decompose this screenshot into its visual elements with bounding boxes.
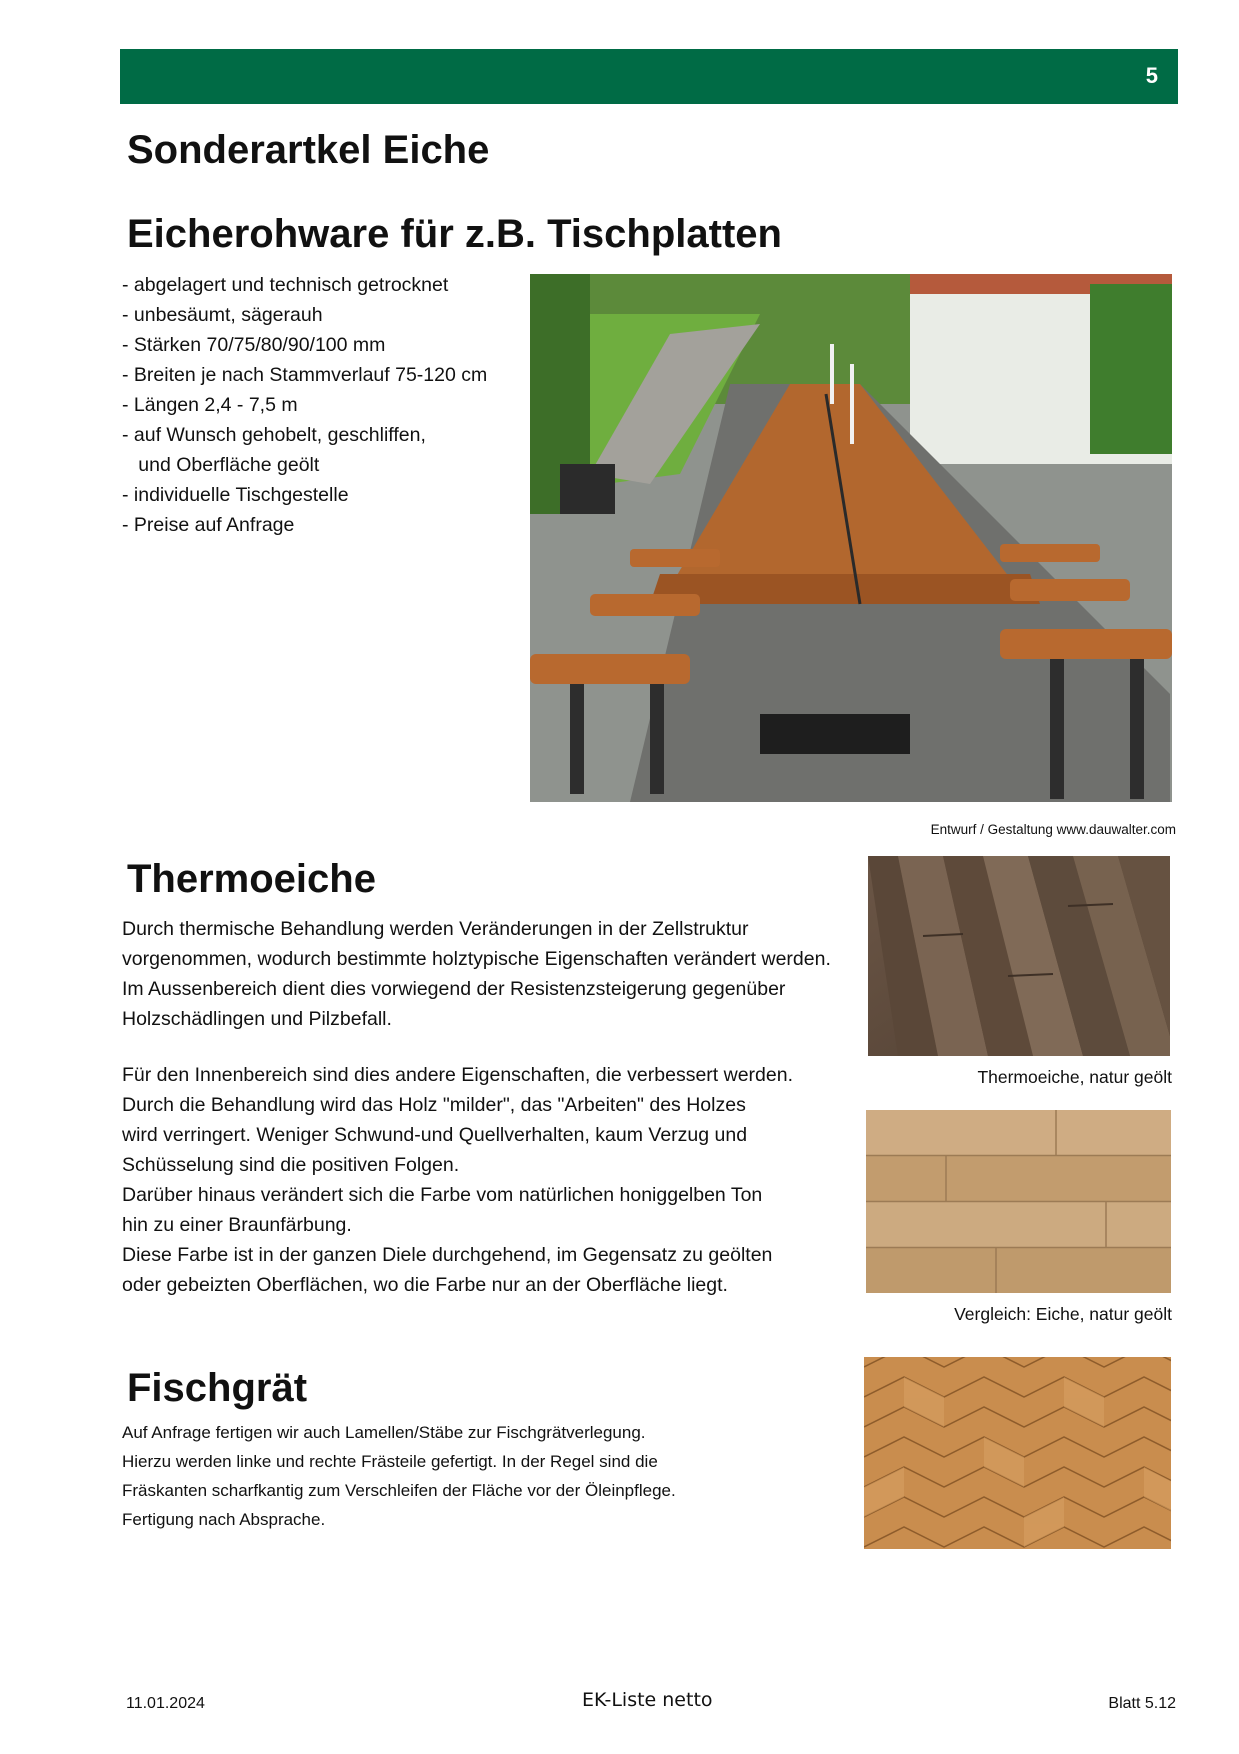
list-item: - Breiten je nach Stammverlauf 75-120 cm <box>122 364 488 386</box>
paragraph-line: Hierzu werden linke und rechte Frästeile gefertigt. In der Regel sind die <box>122 1452 658 1471</box>
paragraph-line: Fräskanten scharfkantig zum Verschleifen der Fläche vor der Öleinpflege. <box>122 1481 676 1500</box>
paragraph-line: Schüsselung sind die positiven Folgen. <box>122 1154 460 1176</box>
caption-thermoeiche: Thermoeiche, natur geölt <box>977 1067 1172 1087</box>
thermoeiche-paragraph-1: Durch thermische Behandlung werden Veränderungen in der Zellstruktur vorgenommen, wodurch bestimmte holztypische Eigenschaften verändert werden. Im Aussenbereich dient dies vorwiegend der Resistenzsteigerung gegenüber Holzschädlingen und Pilzbefall. <box>122 918 831 1030</box>
section-title-rohware: Eicherohware für z.B. Tischplatten <box>127 212 782 256</box>
fischgraet-paragraph <box>122 1418 822 1534</box>
paragraph-line: Diese Farbe ist in der ganzen Diele durchgehend, im Gegensatz zu geölten <box>122 1244 773 1266</box>
footer-sheet-number: Blatt 5.12 <box>1108 1695 1176 1712</box>
list-item: - Preise auf Anfrage <box>122 514 295 536</box>
header-bar <box>120 49 1178 104</box>
paragraph-line: Durch die Behandlung wird das Holz "milder", das "Arbeiten" des Holzes <box>122 1094 746 1116</box>
list-item: - auf Wunsch gehobelt, geschliffen, <box>122 424 426 446</box>
eiche-floor-photo <box>866 1110 1171 1293</box>
section-title-thermoeiche: Thermoeiche <box>127 857 376 901</box>
paragraph-line: Für den Innenbereich sind dies andere Eigenschaften, die verbessert werden. <box>122 1064 793 1086</box>
page-title: Sonderartkel Eiche <box>127 128 490 172</box>
list-item: und Oberfläche geölt <box>122 454 320 476</box>
photo-credit: Entwurf / Gestaltung www.dauwalter.com <box>930 822 1176 837</box>
page-number: 5 <box>1145 63 1158 88</box>
section-title-fischgraet: Fischgrät <box>127 1366 308 1410</box>
table-photo <box>530 274 1172 802</box>
fischgraet-floor-photo <box>864 1357 1171 1549</box>
list-item: - Stärken 70/75/80/90/100 mm <box>122 334 386 356</box>
paragraph-line: hin zu einer Braunfärbung. <box>122 1214 352 1236</box>
paragraph-line: Fertigung nach Absprache. <box>122 1510 326 1529</box>
thermoeiche-paragraph-2 <box>122 1060 852 1300</box>
paragraph-line: Auf Anfrage fertigen wir auch Lamellen/Stäbe zur Fischgrätverlegung. <box>122 1423 646 1442</box>
list-item: - Längen 2,4 - 7,5 m <box>122 394 298 416</box>
paragraph-line: wird verringert. Weniger Schwund-und Quellverhalten, kaum Verzug und <box>122 1124 748 1146</box>
footer-list-name: EK-Liste netto <box>582 1689 713 1711</box>
footer-date: 11.01.2024 <box>126 1695 205 1712</box>
feature-list <box>122 270 487 540</box>
paragraph-line: Darüber hinaus verändert sich die Farbe vom natürlichen honiggelben Ton <box>122 1184 763 1206</box>
list-item: - abgelagert und technisch getrocknet <box>122 274 449 296</box>
caption-eiche-vergleich: Vergleich: Eiche, natur geölt <box>954 1304 1172 1324</box>
thermoeiche-floor-photo <box>868 856 1170 1056</box>
list-item: - individuelle Tischgestelle <box>122 484 349 506</box>
list-item: - unbesäumt, sägerauh <box>122 304 323 326</box>
paragraph-line: oder gebeizten Oberflächen, wo die Farbe nur an der Oberfläche liegt. <box>122 1274 728 1296</box>
